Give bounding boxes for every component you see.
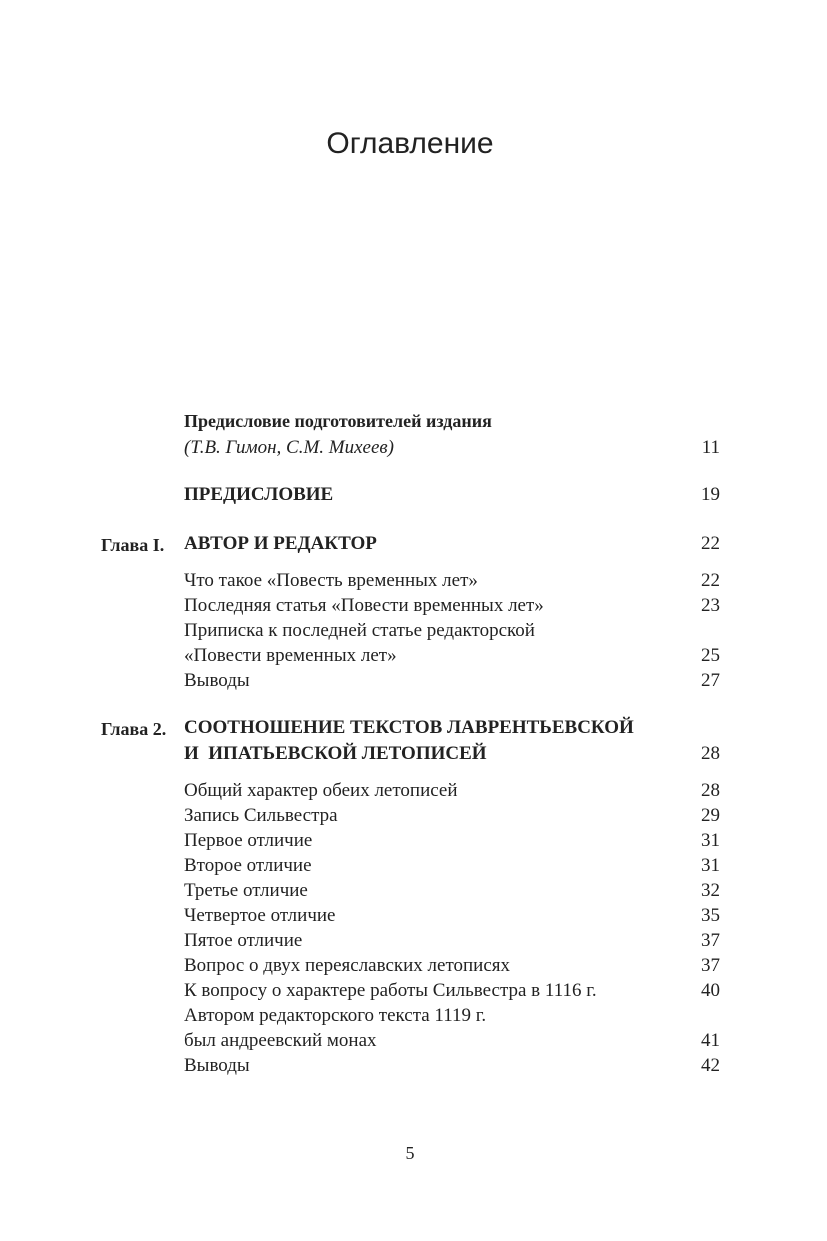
- toc-page-number: 31: [701, 830, 720, 851]
- toc-page-number: 29: [701, 805, 720, 826]
- toc-entry-preface-editors-authors: (Т.В. Гимон, С.М. Михеев): [184, 437, 395, 458]
- toc-page-number: 37: [701, 955, 720, 976]
- toc-page-number: 27: [701, 670, 720, 691]
- toc-item: был андреевский монах: [184, 1030, 377, 1051]
- toc-item: Первое отличие: [184, 830, 313, 851]
- toc-page-number: 35: [701, 905, 720, 926]
- toc-item: Вопрос о двух переяславских летописях: [184, 955, 511, 976]
- toc-page-number: 25: [701, 645, 720, 666]
- toc-item: Выводы: [184, 670, 250, 691]
- toc-item: Четвертое отличие: [184, 905, 336, 926]
- toc-page-number: 22: [701, 533, 720, 554]
- toc-page-number: 19: [701, 484, 720, 505]
- toc-item: Пятое отличие: [184, 930, 303, 951]
- toc-page-number: 28: [701, 743, 720, 764]
- toc-page-number: 41: [701, 1030, 720, 1051]
- toc-page-number: 31: [701, 855, 720, 876]
- toc-item: Второе отличие: [184, 855, 312, 876]
- toc-item: Последняя статья «Повести временных лет»: [184, 595, 544, 616]
- toc-entry-preface: ПРЕДИСЛОВИЕ: [184, 484, 334, 505]
- toc-page-number: 32: [701, 880, 720, 901]
- chapter-title-line: И ИПАТЬЕВСКОЙ ЛЕТОПИСЕЙ: [184, 743, 487, 764]
- toc-item: Запись Сильвестра: [184, 805, 338, 826]
- chapter-title: АВТОР И РЕДАКТОР: [184, 533, 377, 554]
- toc-item: Приписка к последней статье редакторской: [184, 620, 535, 641]
- toc-entry-preface-editors: Предисловие подготовителей издания: [184, 411, 492, 431]
- page-number: 5: [405, 1143, 415, 1163]
- toc-page-number: 37: [701, 930, 720, 951]
- toc-item: «Повести временных лет»: [184, 645, 397, 666]
- toc-page-number: 40: [701, 980, 720, 1001]
- toc-page-number: 22: [701, 570, 720, 591]
- chapter-label: Глава I.: [101, 535, 165, 555]
- toc-item: Третье отличие: [184, 880, 308, 901]
- toc-page-number: 23: [701, 595, 720, 616]
- toc-item: Что такое «Повесть временных лет»: [184, 570, 478, 591]
- toc-item: К вопросу о характере работы Сильвестра в 1116 г.: [184, 980, 597, 1001]
- toc-page-number: 28: [701, 780, 720, 801]
- chapter-label: Глава 2.: [101, 719, 167, 739]
- chapter-title-line: СООТНОШЕНИЕ ТЕКСТОВ ЛАВРЕНТЬЕВСКОЙ: [184, 717, 634, 738]
- toc-page-number: 42: [701, 1055, 720, 1076]
- toc-page-number: 11: [701, 437, 720, 458]
- toc-item: Автором редакторского текста 1119 г.: [184, 1005, 487, 1026]
- toc-item: Общий характер обеих летописей: [184, 780, 458, 801]
- page-title: Оглавление: [326, 127, 494, 160]
- toc-item: Выводы: [184, 1055, 250, 1076]
